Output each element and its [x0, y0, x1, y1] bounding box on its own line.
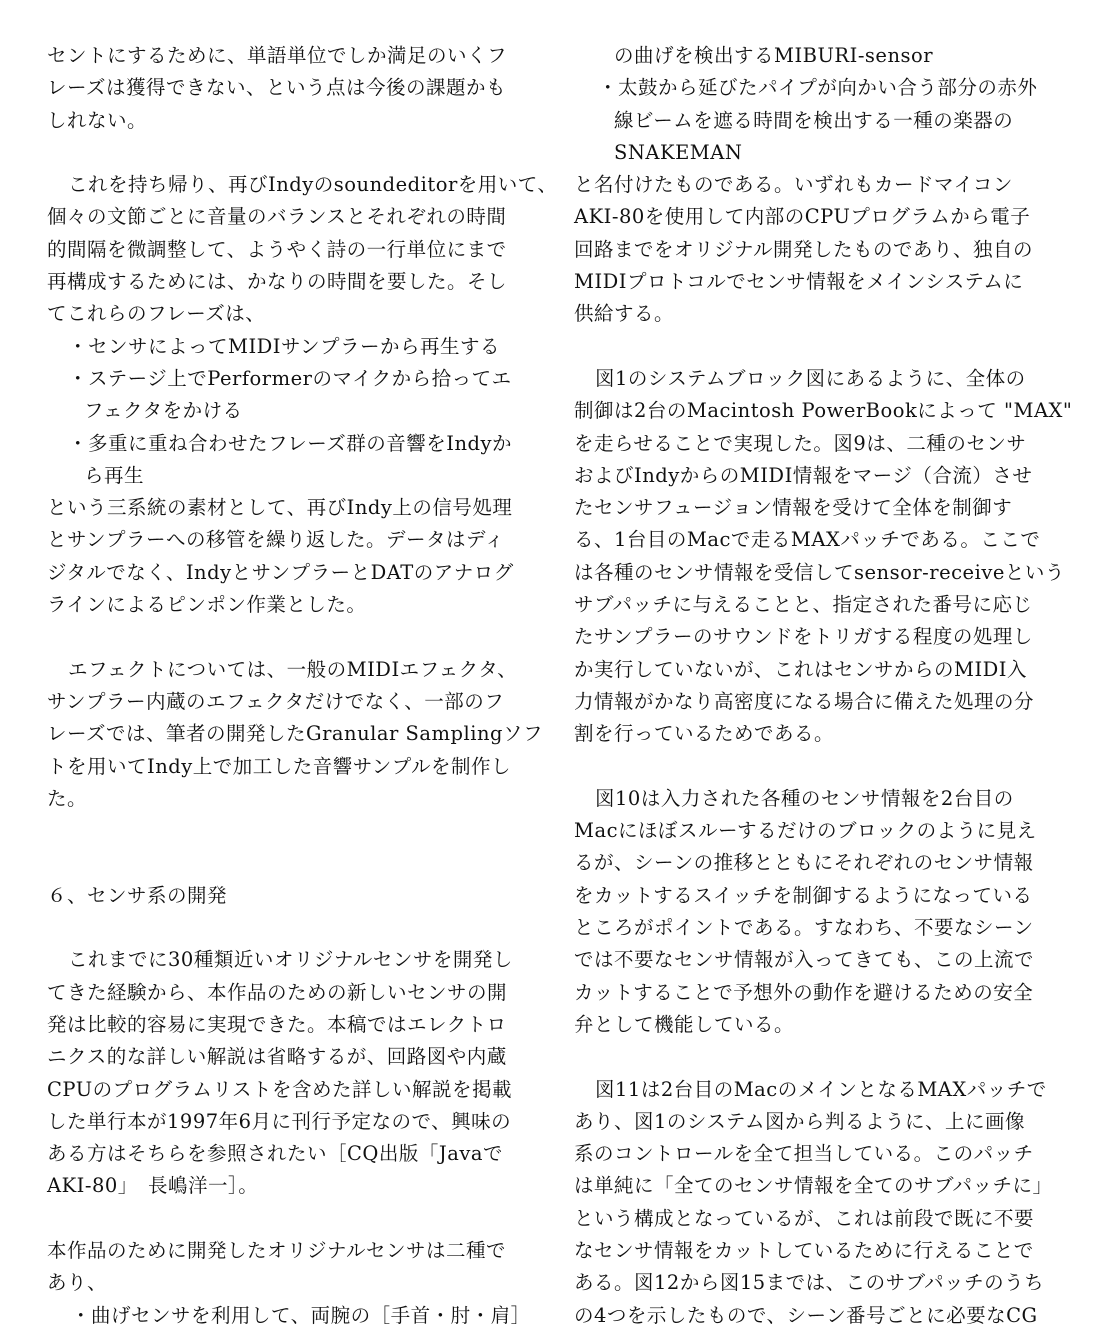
- text-line: という三系統の素材として、再びIndy上の信号処理: [47, 496, 513, 520]
- text-line: しれない。: [47, 108, 148, 132]
- paragraph-two-sensors: [47, 1235, 525, 1300]
- text-line: CPUのプログラムリストを含めた詳しい解説を掲載: [47, 1077, 513, 1101]
- text-line: 図11は2台目のMacのメインとなるMAXパッチで: [595, 1077, 1047, 1101]
- text-line: 図10は入力された各種のセンサ情報を2台目の: [595, 786, 1014, 810]
- paragraph-fig10: [574, 783, 1052, 1041]
- text-line: たサンプラーのサウンドをトリガする程度の処理し: [574, 625, 1033, 649]
- text-line: これまでに30種類近いオリジナルセンサを開発し: [68, 948, 513, 972]
- text-line: ある方はそちらを参照されたい［CQ出版「Javaで: [47, 1142, 503, 1166]
- text-line: AKI-80を使用して内部のCPUプログラムから電子: [574, 205, 1031, 229]
- text-line: 弁として機能している。: [574, 1012, 795, 1036]
- text-line: 系のコントロールを全て担当している。このパッチ: [574, 1142, 1034, 1166]
- text-line: 力情報がかなり高密度になる場合に備えた処理の分: [574, 689, 1035, 713]
- text-line: レーズでは、筆者の開発したGranular Samplingソフ: [47, 722, 544, 746]
- text-line: レーズは獲得できない、という点は今後の課題かも: [47, 76, 507, 100]
- text-line: MIDIプロトコルでセンサ情報をメインシステムに: [574, 270, 1024, 294]
- text-line: の4つを示したもので、シーン番号ごとに必要なCG: [574, 1303, 1038, 1327]
- text-line: エフェクトについては、一般のMIDIエフェクタ、: [68, 657, 518, 681]
- paragraph-fig11: [574, 1074, 1052, 1332]
- text-line: をカットするスイッチを制御するようになっている: [574, 883, 1033, 907]
- text-line: るが、シーンの推移とともにそれぞれのセンサ情報: [574, 851, 1034, 875]
- text-line: Macにほぼスルーするだけのブロックのように見え: [574, 819, 1037, 843]
- bullet-list: [47, 331, 525, 492]
- list-item-continuation: の曲げを検出するMIBURI-sensor: [614, 44, 934, 67]
- list-item-continuation: フェクタをかける: [84, 399, 243, 423]
- list-item: ・センサによってMIDIサンプラーから再生する: [68, 334, 501, 358]
- text-line: あり、: [47, 1271, 108, 1295]
- paragraph-gap: [47, 137, 525, 169]
- text-line: なセンサ情報をカットしているために行えることで: [574, 1238, 1034, 1262]
- paragraph-named: [574, 169, 1052, 330]
- text-line: 制御は2台のMacintosh PowerBookによって "MAX": [574, 399, 1073, 423]
- text-line: は単純に「全てのセンサ情報を全てのサブパッチに」: [574, 1174, 1053, 1198]
- text-line: あり、図1のシステム図から判るように、上に画像: [574, 1109, 1025, 1133]
- paragraph-effect: [47, 654, 544, 815]
- text-line: と名付けたものである。いずれもカードマイコン: [574, 173, 1013, 197]
- list-item-continuation: 線ビームを遮る時間を検出する一種の楽器の: [614, 108, 1014, 132]
- paragraph-signal: [47, 492, 525, 621]
- list-item: ・太鼓から延びたパイプが向かい合う部分の赤外: [598, 76, 1038, 100]
- text-line: サンプラー内蔵のエフェクタだけでなく、一部のフ: [47, 689, 505, 713]
- text-line: ある。図12から図15までは、このサブパッチのうち: [574, 1271, 1045, 1295]
- section-heading: ６、センサ系の開発: [47, 883, 228, 907]
- text-line: およびIndyからのMIDI情報をマージ（合流）させ: [574, 463, 1033, 487]
- text-line: ラインによるピンポン作業とした。: [47, 593, 367, 617]
- text-line: これを持ち帰り、再びIndyのsoundeditorを用いて、: [68, 173, 558, 197]
- text-line: セントにするために、単語単位でしか満足のいくフ: [47, 44, 508, 67]
- paragraph-gap: [574, 331, 1052, 363]
- text-line: では不要なセンサ情報が入ってきても、この上流で: [574, 948, 1035, 972]
- text-line: した単行本が1997年6月に刊行予定なので、興味の: [47, 1109, 512, 1133]
- text-line: AKI-80」 長嶋洋一］。: [47, 1174, 259, 1198]
- text-line: ジタルでなく、IndyとサンプラーとDATのアナログ: [47, 560, 514, 584]
- paragraph-gap: [47, 1203, 525, 1235]
- text-line: てこれらのフレーズは、: [47, 302, 266, 326]
- text-line: たセンサフュージョン情報を受けて全体を制御す: [574, 496, 1013, 520]
- paragraph-fig1: [574, 363, 1073, 751]
- text-line: 本作品のために開発したオリジナルセンサは二種で: [47, 1238, 507, 1262]
- bullet-snakeman: [574, 72, 1052, 169]
- text-line: た。: [47, 786, 88, 810]
- text-line: 図1のシステムブロック図にあるように、全体の: [595, 366, 1026, 390]
- paragraph-gap: [574, 751, 1052, 783]
- paragraph-intro: [47, 40, 525, 137]
- text-line: カットすることで予想外の動作を避けるための安全: [574, 980, 1034, 1004]
- list-item: ・多重に重ね合わせたフレーズ群の音響をIndyか: [68, 431, 513, 455]
- text-line: という構成となっているが、これは前段で既に不要: [574, 1206, 1035, 1230]
- right-column: [574, 40, 1073, 1332]
- paragraph-gap: [574, 1041, 1052, 1073]
- text-line: とサンプラーへの移管を繰り返した。データはディ: [47, 528, 505, 552]
- text-line: 供給する。: [574, 302, 675, 326]
- text-line: 発は比較的容易に実現できた。本稿ではエレクトロ: [47, 1012, 507, 1036]
- text-line: トを用いてIndy上で加工した音響サンプルを制作し: [47, 754, 512, 778]
- list-item: ・ステージ上でPerformerのマイクから拾ってエ: [68, 366, 512, 390]
- text-line: ところがポイントである。すなわち、不要なシーン: [574, 916, 1034, 940]
- text-line: ニクス的な詳しい解説は省略するが、回路図や内蔵: [47, 1045, 507, 1069]
- text-line: 割を行っているためである。: [574, 722, 835, 746]
- text-line: てきた経験から、本作品のための新しいセンサの開: [47, 980, 508, 1004]
- list-item-continuation: ら再生: [84, 463, 145, 487]
- text-line: 個々の文節ごとに音量のバランスとそれぞれの時間: [47, 205, 507, 229]
- text-line: を走らせることで実現した。図9は、二種のセンサ: [574, 431, 1027, 455]
- paragraph-gap: [47, 621, 525, 653]
- text-line: サブパッチに与えることと、指定された番号に応じ: [574, 593, 1033, 617]
- left-column: [47, 40, 558, 1332]
- text-line: 回路までをオリジナル開発したものであり、独自の: [574, 237, 1034, 261]
- list-item-continuation: SNAKEMAN: [614, 140, 743, 164]
- paragraph-rebuild: [47, 169, 558, 330]
- paragraph-sensors: [47, 944, 525, 1202]
- text-line: は各種のセンサ情報を受信してsensor-receiveという: [574, 560, 1065, 584]
- text-line: る、1台目のMacで走るMAXパッチである。ここで: [574, 528, 1041, 552]
- paragraph-gap: [47, 912, 525, 944]
- text-line: 的間隔を微調整して、ようやく詩の一行単位にまで: [47, 237, 507, 261]
- list-item: ・曲げセンサを利用して、両腕の［手首・肘・肩］: [71, 1303, 531, 1327]
- section-gap: [47, 815, 525, 880]
- text-line: 再構成するためには、かなりの時間を要した。そし: [47, 270, 508, 294]
- text-line: か実行していないが、これはセンサからのMIDI入: [574, 657, 1028, 681]
